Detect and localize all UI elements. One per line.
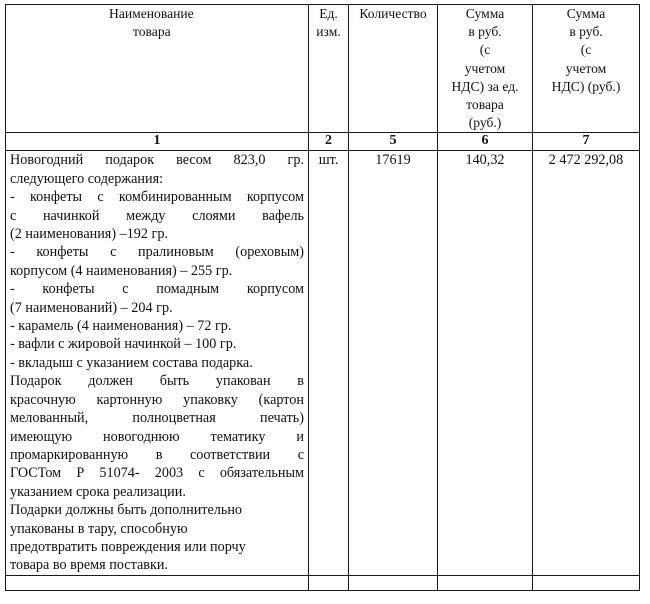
cut-off-row: [6, 575, 640, 590]
goods-table: [5, 4, 640, 591]
column-number: 5: [349, 133, 438, 151]
unit-cell: шт.: [309, 151, 349, 575]
header-sum-total-line: НДС) (руб.): [551, 78, 621, 94]
column-number: 6: [438, 133, 533, 151]
column-number: 1: [6, 133, 309, 151]
description-line: - конфеты с помадным корпусом: [10, 281, 304, 298]
column-number: 7: [533, 133, 640, 151]
description-line: упакованы в тару, способную: [10, 520, 188, 537]
cut-off-cell: [6, 575, 309, 590]
document-sheet: [5, 4, 643, 604]
description-line: - вафли с жировой начинкой – 100 гр.: [10, 336, 237, 353]
header-sum-per-unit-line: товара: [466, 97, 504, 113]
description-line: товара во время поставки.: [10, 557, 168, 574]
description-line: ГОСТом Р 51074- 2003 с обязательным: [10, 465, 304, 482]
header-quantity-label: Количество: [359, 6, 427, 21]
cut-off-cell: [349, 575, 438, 590]
cut-off-cell: [309, 575, 349, 590]
header-sum-total-line: (с: [580, 42, 592, 58]
description-line: Новогодний подарок весом 823,0 гр.: [10, 152, 304, 169]
column-number: 2: [309, 133, 349, 151]
description-line: с начинкой между слоями вафель: [10, 207, 304, 224]
description-line: имеющую новогоднюю тематику и: [10, 428, 304, 445]
header-sum-per-unit-line: (руб.): [468, 115, 502, 131]
header-sum-per-unit-line: Сумма: [465, 6, 505, 21]
column-number-row: [6, 133, 640, 151]
header-sum-per-unit-line: учетом: [464, 60, 506, 76]
header-sum-total: [533, 5, 640, 133]
description-line: следующего содержания:: [10, 170, 164, 187]
description-line: - вкладыш с указанием состава подарка.: [10, 354, 253, 371]
header-product-name: [6, 5, 309, 133]
header-sum-per-unit-line: НДС) за ед.: [451, 78, 519, 94]
header-sum-total-line: в руб.: [569, 24, 603, 40]
description-line: корпусом (4 наименования) – 255 гр.: [10, 262, 233, 279]
description-line: - конфеты с пралиновым (ореховым): [10, 244, 304, 261]
header-product-name-line2: товара: [133, 24, 171, 40]
header-product-name-line1: Наименование: [109, 6, 194, 21]
header-sum-total-line: Сумма: [566, 6, 606, 21]
header-unit-line2: изм.: [316, 24, 341, 40]
description-line: мелованный, полноцветная печать): [10, 410, 304, 427]
description-line: Подарки должны быть дополнительно: [10, 502, 243, 519]
total-cell: 2 472 292,08: [533, 151, 640, 575]
quantity-cell: 17619: [349, 151, 438, 575]
header-unit: [309, 5, 349, 133]
description-line: предотвратить повреждения или порчу: [10, 538, 246, 555]
cut-off-cell: [438, 575, 533, 590]
description-line: (2 наименования) –192 гр.: [10, 226, 168, 243]
description-line: промаркированную в соответствии с: [10, 446, 304, 463]
price-cell: 140,32: [438, 151, 533, 575]
description-line: Подарок должен быть упакован в: [10, 373, 304, 390]
description-line: (7 наименований) – 204 гр.: [10, 299, 173, 316]
description-line: - карамель (4 наименования) – 72 гр.: [10, 318, 232, 335]
header-sum-per-unit: [438, 5, 533, 133]
table-row: [6, 151, 640, 575]
header-sum-per-unit-line: (с: [479, 42, 491, 58]
product-description: [6, 151, 309, 575]
header-row: [6, 5, 640, 133]
cut-off-cell: [533, 575, 640, 590]
header-unit-line1: Ед.: [319, 6, 338, 21]
header-sum-per-unit-line: в руб.: [468, 24, 502, 40]
description-line: - конфеты с комбинированным корпусом: [10, 189, 304, 206]
description-line: указанием срока реализации.: [10, 483, 186, 500]
description-line: красочную картонную упаковку (картон: [10, 391, 304, 408]
header-quantity: [349, 5, 438, 133]
header-sum-total-line: учетом: [565, 60, 607, 76]
